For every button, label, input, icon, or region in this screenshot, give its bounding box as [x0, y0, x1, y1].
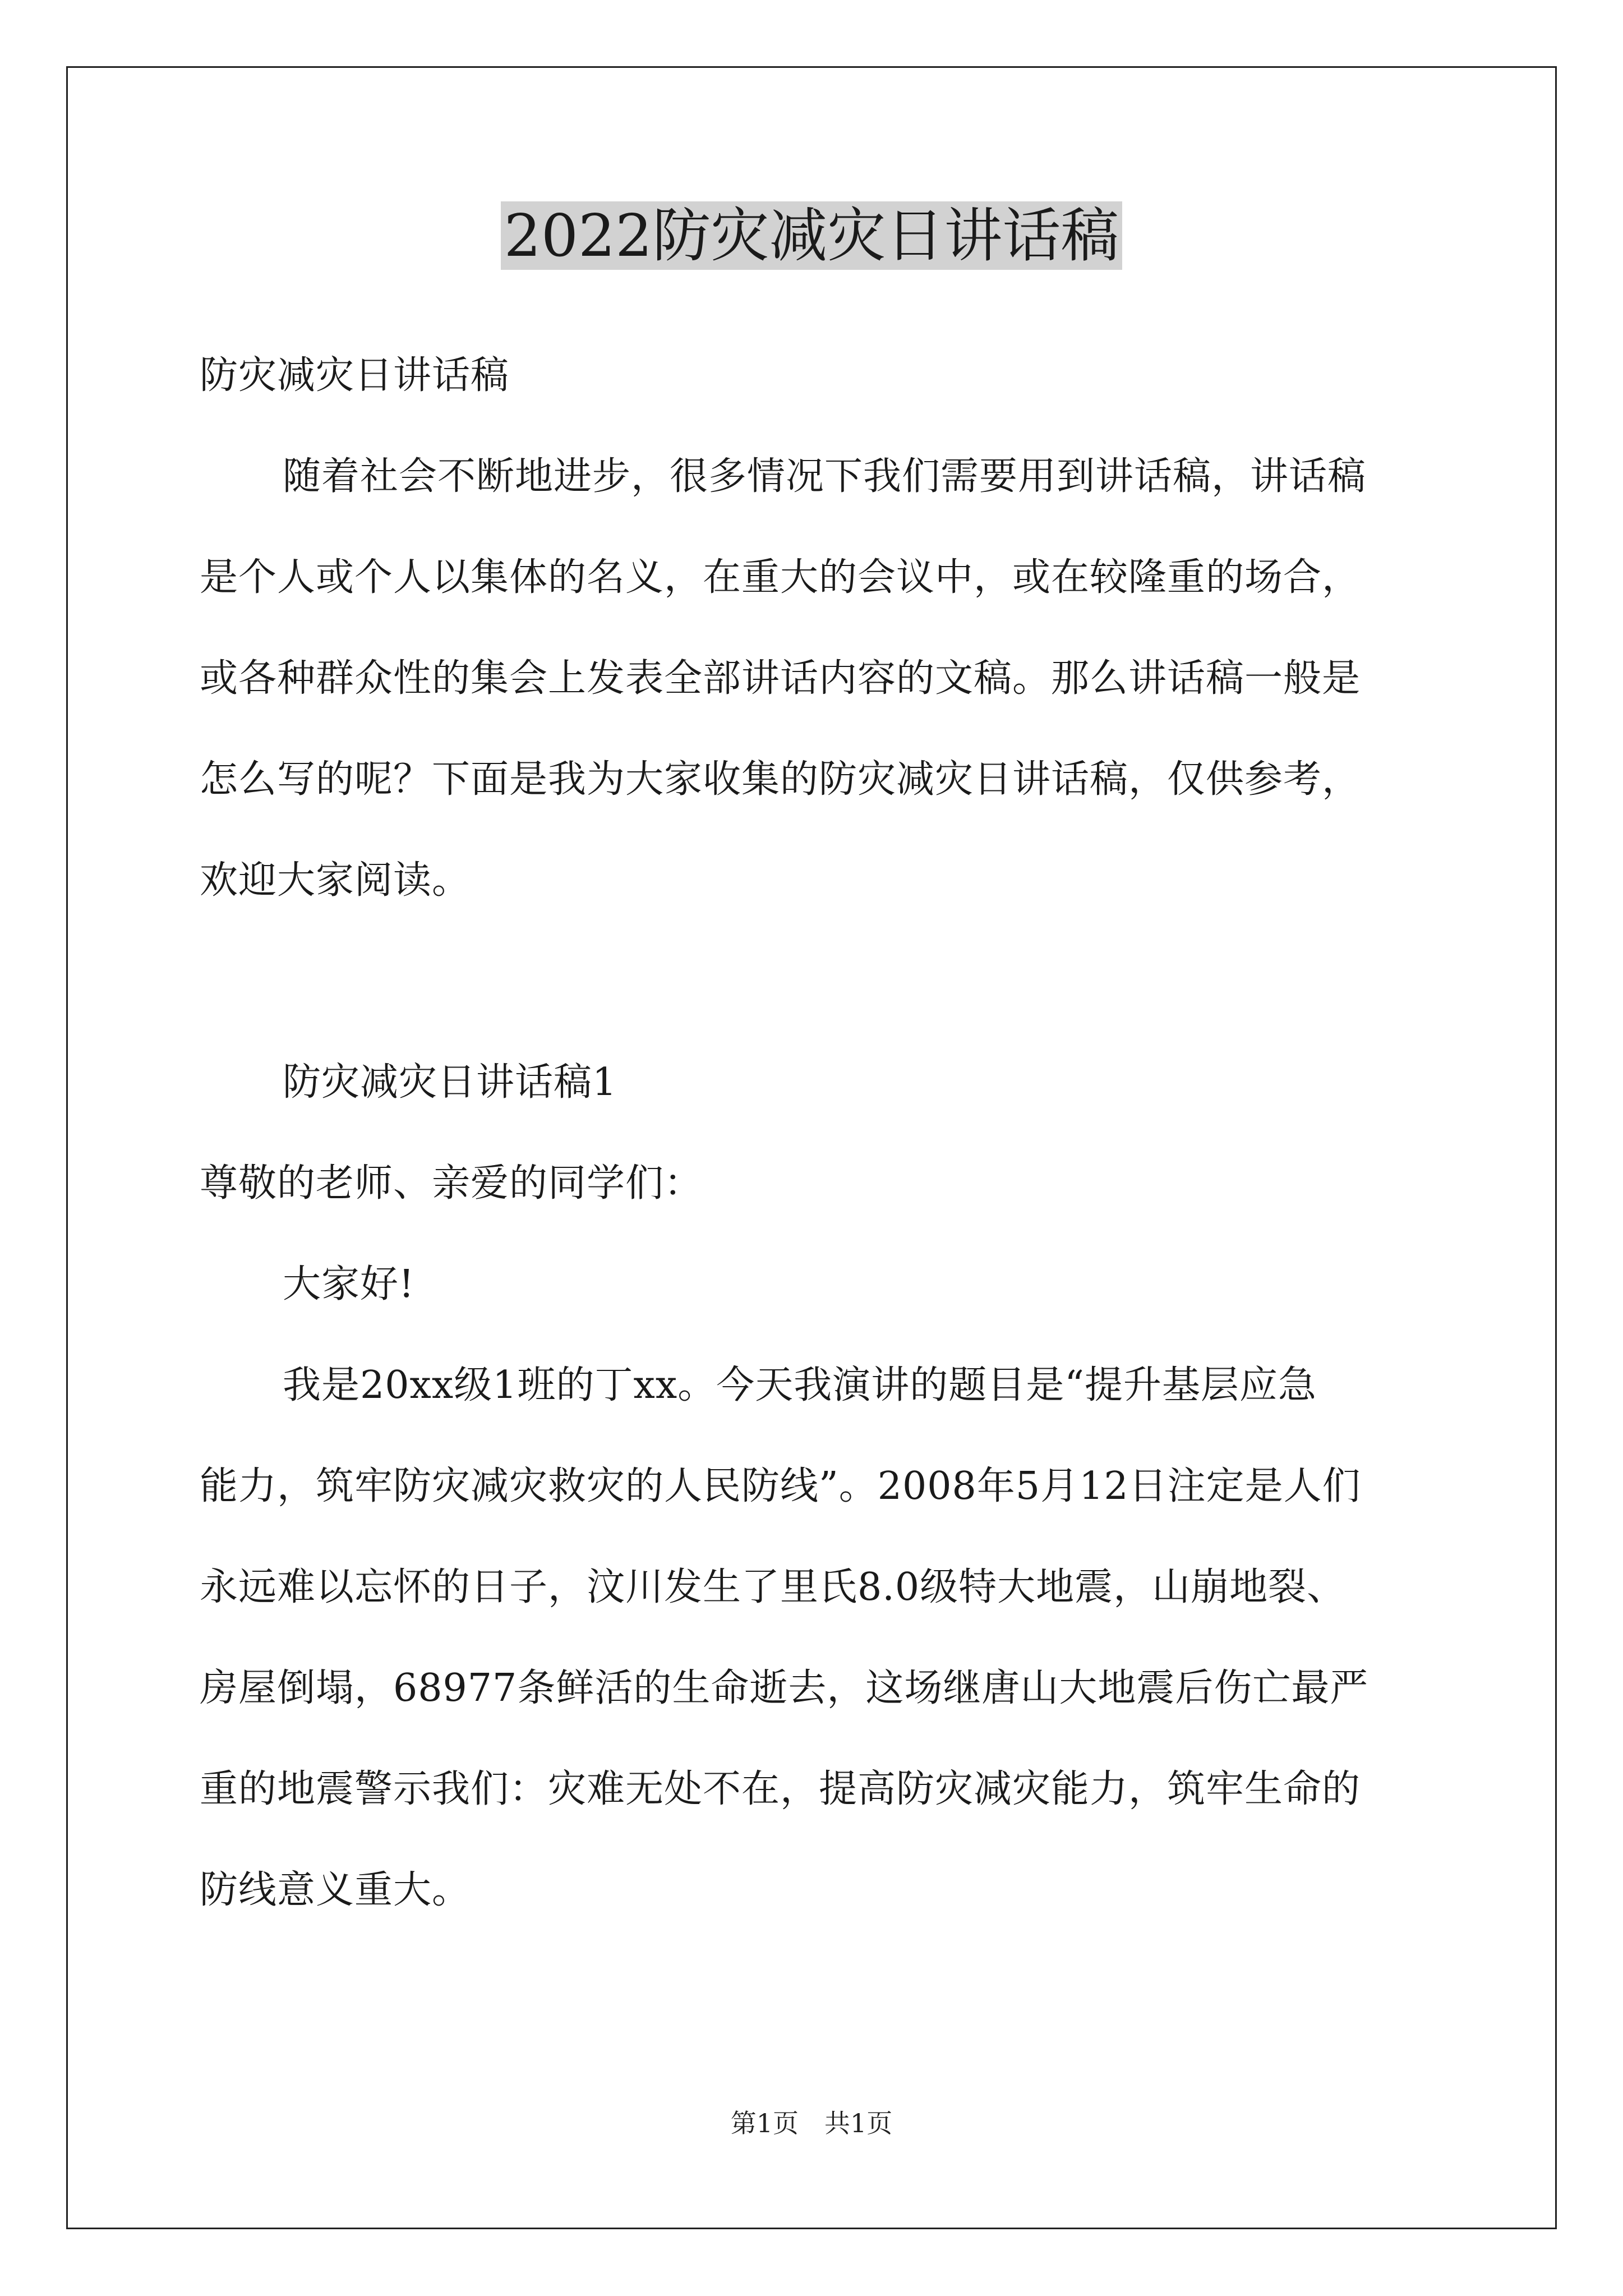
- paragraph-line: 欢迎大家阅读。: [200, 858, 471, 903]
- paragraph-line: 怎么写的呢？下面是我为大家收集的防灾减灾日讲话稿，仅供参考，: [200, 757, 1361, 802]
- greeting-line: 大家好!: [283, 1262, 415, 1306]
- document-title: [0, 196, 1623, 275]
- paragraph-line: 是个人或个人以集体的名义，在重大的会议中，或在较隆重的场合，: [200, 555, 1361, 600]
- salutation-line: 尊敬的老师、亲爱的同学们：: [200, 1161, 703, 1205]
- paragraph-line: 随着社会不断地进步，很多情况下我们需要用到讲话稿，讲话稿: [283, 454, 1367, 499]
- paragraph-line: 防线意义重大。: [200, 1868, 471, 1912]
- subtitle-line: 防灾减灾日讲话稿: [200, 353, 510, 398]
- paragraph-line: 能力，筑牢防灾减灾救灾的人民防线”。2008年5月12日注定是人们: [200, 1464, 1361, 1508]
- page-footer: 第1页 共1页: [730, 2108, 893, 2138]
- document-body: [200, 342, 1433, 1958]
- paragraph-line: 房屋倒塌，68977条鲜活的生命逝去，这场继唐山大地震后伤亡最严: [200, 1666, 1369, 1710]
- document-title-text: 2022防灾减灾日讲话稿: [501, 201, 1123, 270]
- paragraph-line: 或各种群众性的集会上发表全部讲话内容的文稿。那么讲话稿一般是: [200, 656, 1361, 701]
- paragraph-line: 重的地震警示我们：灾难无处不在，提高防灾减灾能力，筑牢生命的: [200, 1767, 1361, 1811]
- paragraph-line: 我是20xx级1班的丁xx。今天我演讲的题目是“提升基层应急: [283, 1363, 1317, 1407]
- paragraph-line: 永远难以忘怀的日子，汶川发生了里氏8.0级特大地震，山崩地裂、: [200, 1565, 1346, 1609]
- section-heading: 防灾减灾日讲话稿1: [283, 1060, 617, 1105]
- blank-line: [200, 948, 1433, 1049]
